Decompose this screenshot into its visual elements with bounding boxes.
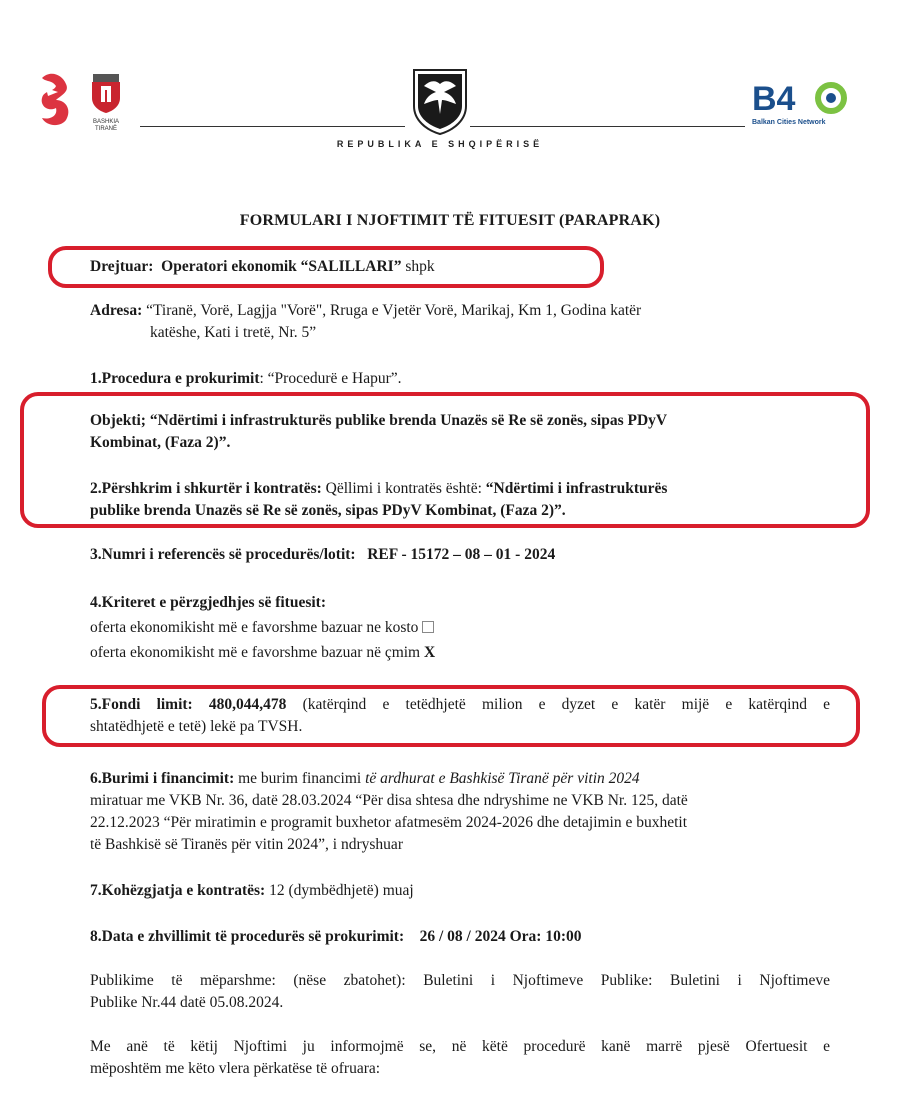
kriteret-block (90, 592, 830, 664)
b40-logo (752, 78, 862, 128)
fondi-paragraph (90, 694, 830, 738)
burimi-intro: me burim financimi (234, 770, 366, 787)
burimi-line2: miratuar me VKB Nr. 36, datë 28.03.2024 “Për disa shtesa dhe ndryshime ne VKB Nr. 125, datë (90, 792, 688, 809)
njoftimi-line2: mëposhtëm me këto vlera përkatëse të ofruara: (90, 1060, 381, 1077)
data-value: 26 / 08 / 2024 Ora: 10:00 (419, 928, 582, 945)
drejtuar-value: Operatori ekonomik “SALILLARI” (161, 258, 402, 275)
albanian-emblem (410, 66, 470, 136)
drejtuar-line (90, 256, 830, 278)
burimi-paragraph (90, 768, 830, 856)
kohezgjatja-line (90, 880, 830, 902)
objekti-paragraph (90, 410, 830, 454)
fondi-words2: shtatëdhjetë e tetë) lekë pa TVSH. (90, 718, 303, 735)
publikime-paragraph (90, 970, 830, 1014)
kriteret-label: 4.Kriteret e përzgjedhjes së fituesit: (90, 594, 326, 611)
burimi-italic: të ardhurat e Bashkisë Tiranë për vitin 2024 (365, 770, 640, 787)
pershkrim-line2: publike brenda Unazës së Re së zonës, sipas PDyV Kombinat, (Faza 2)”. (90, 502, 566, 519)
referenca-value: REF - 15172 – 08 – 01 - 2024 (367, 546, 556, 563)
tirana-bird-logo (36, 70, 76, 130)
data-line (90, 926, 830, 948)
pershkrim-intro: Qëllimi i kontratës është: (321, 480, 486, 497)
drejtuar-label: Drejtuar: (90, 258, 154, 275)
burimi-line3: 22.12.2023 “Për miratimin e programit buxhetor afatmesëm 2024-2026 dhe detajimin e buxhetit (90, 814, 688, 831)
referenca-line (90, 544, 830, 566)
procedura-value: : “Procedurë e Hapur”. (259, 370, 402, 387)
burimi-line4: të Bashkisë së Tiranës për vitin 2024”, i ndryshuar (90, 836, 403, 853)
drejtuar-suffix: shpk (405, 258, 435, 275)
publikime-line2: Publike Nr.44 datë 05.08.2024. (90, 994, 284, 1011)
header-rule-left (140, 126, 405, 127)
checkbox-empty-icon (422, 621, 434, 633)
fondi-label: 5.Fondi limit: (90, 696, 193, 713)
procedura-line (90, 368, 830, 390)
adresa-label: Adresa: (90, 302, 143, 319)
data-label: 8.Data e zhvillimit të procedurës së prokurimit: (90, 928, 405, 945)
fondi-amount: 480,044,478 (208, 696, 287, 713)
adresa-line1: “Tiranë, Vorë, Lagjja "Vorë", Rruga e Vjetër Vorë, Marikaj, Km 1, Godina katër (146, 302, 642, 319)
tirana-logo-caption: BASHKIA TIRANË (92, 119, 119, 132)
pershkrim-paragraph (90, 478, 830, 522)
kriteret-option2: oferta ekonomikisht më e favorshme bazuar në çmim (90, 644, 421, 661)
fondi-words1: (katërqind e tetëdhjetë milion e dyzet e katër mijë e katërqind e (302, 696, 831, 713)
objekti-line1: Objekti; “Ndërtimi i infrastrukturës publike brenda Unazës së Re së zonës, sipas PDyV (90, 412, 668, 429)
kriteret-option2-mark: X (424, 644, 436, 661)
njoftimi-paragraph (90, 1036, 830, 1080)
page-title: FORMULARI I NJOFTIMIT TË FITUESIT (PARAPRAK) (239, 212, 661, 229)
svg-text:B4: B4 (752, 80, 796, 116)
referenca-label: 3.Numri i referencës së procedurës/lotit: (90, 546, 356, 563)
njoftimi-line1: Me anë të këtij Njoftimi ju informojmë se, në këtë procedurë kanë marrë pjesë Ofertuesit e (90, 1038, 830, 1055)
kriteret-option1: oferta ekonomikisht më e favorshme bazuar ne kosto (90, 619, 419, 636)
republic-caption: REPUBLIKA E SHQIPËRISË (336, 139, 544, 149)
pershkrim-bold1: “Ndërtimi i infrastrukturës (485, 480, 668, 497)
procedura-label: 1.Procedura e prokurimit (90, 370, 260, 387)
adresa-line2: katëshe, Kati i tretë, Nr. 5” (150, 324, 317, 341)
adresa-paragraph (90, 300, 830, 344)
kohezgjatja-label: 7.Kohëzgjatja e kontratës: (90, 882, 266, 899)
tirana-crest-logo (86, 72, 126, 132)
b40-caption: Balkan Cities Network (752, 119, 826, 126)
burimi-label: 6.Burimi i financimit: (90, 770, 235, 787)
pershkrim-label: 2.Përshkrim i shkurtër i kontratës: (90, 480, 322, 497)
header-rule-right (470, 126, 745, 127)
publikime-line1: Publikime të mëparshme: (nëse zbatohet): Buletini i Njoftimeve Publike: Buletini i Njoftimeve (90, 972, 830, 989)
objekti-line2: Kombinat, (Faza 2)”. (90, 434, 231, 451)
kohezgjatja-value: 12 (dymbëdhjetë) muaj (265, 882, 414, 899)
